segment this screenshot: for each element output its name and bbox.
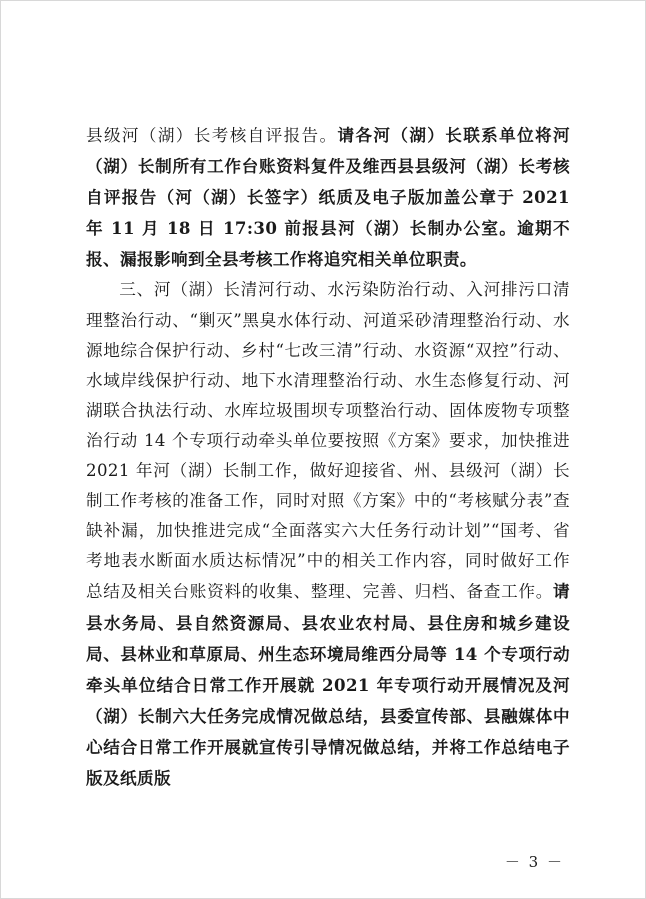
paragraph-2-normal-text: 三、河（湖）长清河行动、水污染防治行动、入河排污口清理整治行动、“剿灭”黑臭水体行动、河道采砂清理整治行动、水源地综合保护行动、乡村“七改三清”行动、水资源“双控”行动、水域岸线保护行动、地下水清理整治行动、水生态修复行动、河湖联合执法行动、水库垃圾围坝专项整治行动、固体废物专项整治行动 14 个专项行动牵头单位要按照《方案》要求，加快推进 2021 年河（湖）长制工作，做好迎接省、州、县级河（湖）长制工作考核的准备工作，同时对照《方案》中的“考核赋分表”查缺补漏，加快推进完成“全面落实六大任务行动计划”“国考、省考地表水断面水质达标情况”中的相关工作内容，同时做好工作总结及相关台账资料的收集、整理、完善、归档、备查工作。 [86,280,570,602]
document-body [86,120,570,794]
paragraph-2 [86,275,570,794]
paragraph-1-bold-text: 请各河（湖）长联系单位将河（湖）长制所有工作台账资料复件及维西县县级河（湖）长考核自评报告（河（湖）长签字）纸质及电子版加盖公章于 2021 年 11 月 18 日 17:30 前报县河（湖）长制办公室。逾期不报、漏报影响到全县考核工作将追究相关单位职责。 [86,125,570,270]
page-number: － 3 － [504,853,564,871]
paragraph-2-bold-text: 请县水务局、县自然资源局、县农业农村局、县住房和城乡建设局、县林业和草原局、州生态环境局维西分局等 14 个专项行动牵头单位结合日常工作开展就 2021 年专项行动开展情况及河（湖）长制六大任务完成情况做总结，县委宣传部、县融媒体中心结合日常工作开展就宣传引导情况做总结，并将工作总结电子版及纸质版 [86,581,570,788]
paragraph-1-normal-text: 县级河（湖）长考核自评报告。 [86,126,338,145]
paragraph-1 [86,120,570,275]
